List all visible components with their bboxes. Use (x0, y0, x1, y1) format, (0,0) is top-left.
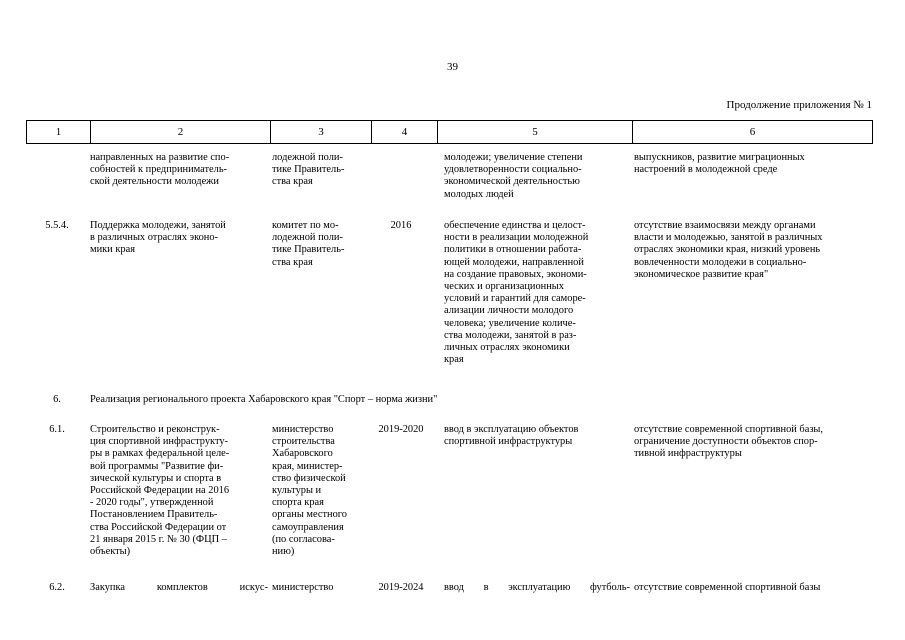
responsible-executor: комитет по мо- лодежной поли- тике Правитель- ства края (272, 220, 345, 268)
measure-name-word: искус- (239, 582, 268, 593)
implementation-period: 2019-2024 (378, 582, 424, 593)
page-number: 39 (447, 61, 458, 73)
expected-result: ввод в эксплуатацию объектов спортивной инфраструктуры (444, 424, 579, 448)
expected-result-word: в (483, 582, 489, 593)
responsible-executor: министерство (272, 582, 334, 593)
expected-result-word: эксплуатацию (508, 582, 571, 593)
expected-result-word: ввод (444, 582, 464, 593)
measure-name-word: комплектов (156, 582, 208, 593)
implementation-period: 2019-2020 (378, 424, 424, 435)
measure-name: Поддержка молодежи, занятой в различных отраслях эконо- мики края (90, 220, 226, 256)
measure-name: Строительство и реконструк- ция спортивной инфраструкту- ры в рамках федеральной целе- вой программы "Развитие фи- зической культуры и спорта в Российской Федерации на 2016 - 2020 годы", утвержденной Постановлением Правитель- ства Российской Федерации от 21 января 2015 г. № 30 (ФЦП – объекты) (90, 424, 230, 558)
responsible-executor: лодежной поли- тике Правитель- ства края (272, 152, 345, 188)
consequences-of-non-implementation: выпускников, развитие миграционных настроений в молодежной среде (634, 152, 805, 176)
section-title: Реализация регионального проекта Хабаровского края "Спорт – норма жизни" (90, 394, 438, 405)
column-header-2: 2 (91, 121, 271, 143)
row-number: 6.2. (49, 582, 65, 593)
column-header-3: 3 (271, 121, 372, 143)
expected-result (444, 582, 630, 594)
responsible-executor: министерство строительства Хабаровского края, министер- ство физической культуры и спорта края органы местного самоуправления (по согласова- нию) (272, 424, 347, 558)
section-number: 6. (53, 394, 61, 405)
expected-result-word: футболь- (590, 582, 630, 593)
measure-name (90, 582, 268, 594)
column-header-4: 4 (372, 121, 438, 143)
implementation-period: 2016 (390, 220, 412, 231)
column-header-6: 6 (749, 126, 756, 138)
expected-result: молодежи; увеличение степени удовлетворенности социально- экономической деятельностью молодых людей (444, 152, 583, 200)
measure-name: направленных на развитие спо- собностей к предприниматель- ской деятельности молодежи (90, 152, 230, 188)
row-number: 6.1. (49, 424, 65, 435)
column-header-5: 5 (438, 121, 633, 143)
consequences-of-non-implementation: отсутствие взаимосвязи между органами власти и молодежью, занятой в различных отраслях экономики края, низкий уровень вовлеченности молодежи в социально- экономическое развитие края" (634, 220, 823, 280)
measure-name-word: Закупка (90, 582, 125, 593)
appendix-continuation-label: Продолжение приложения № 1 (726, 99, 872, 111)
column-header-1: 1 (27, 121, 91, 143)
expected-result: обеспечение единства и целост- ности в реализации молодежной политики в отношении работа- ющей молодежи, направленной на создание правовых, экономи- ческих и организационных условий и гарантий для саморе- ализации личности молодого человека; увеличение количе- ства молодежи, занятой в раз- личных отраслях экономики края (444, 220, 589, 366)
consequences-of-non-implementation: отсутствие современной спортивной базы (634, 582, 821, 593)
row-number: 5.5.4. (45, 220, 69, 231)
table-header (26, 120, 873, 144)
consequences-of-non-implementation: отсутствие современной спортивной базы, ограничение доступности объектов спор- тивной инфраструктуры (634, 424, 824, 460)
